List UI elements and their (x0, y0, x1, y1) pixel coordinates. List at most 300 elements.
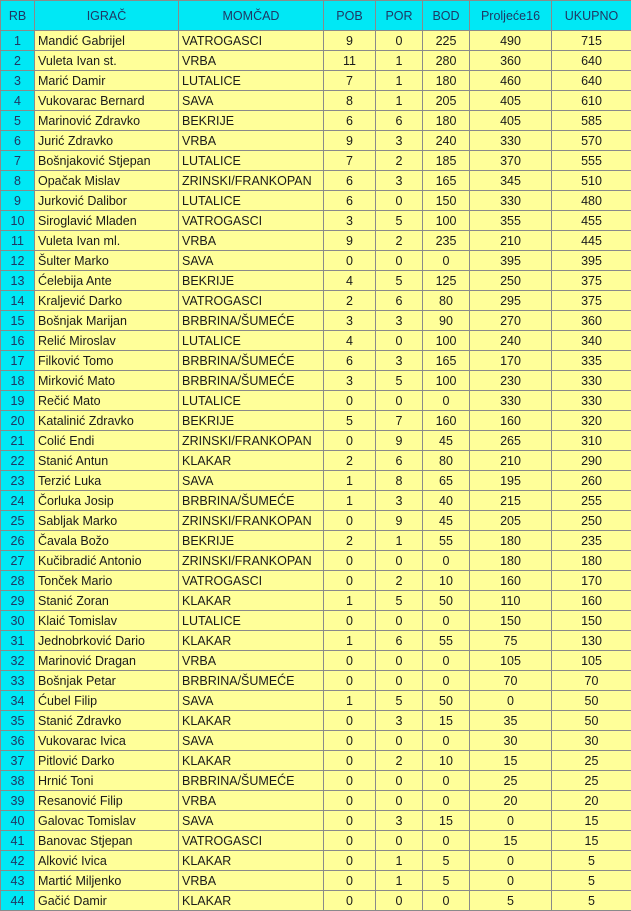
player-cell: Katalinić Zdravko (35, 411, 179, 431)
wins-cell: 6 (324, 191, 376, 211)
rank-cell: 16 (1, 331, 35, 351)
total-cell: 235 (552, 531, 631, 551)
rank-cell: 33 (1, 671, 35, 691)
table-row (1, 251, 631, 271)
total-cell: 395 (552, 251, 631, 271)
team-cell: KLAKAR (179, 891, 324, 911)
rank-cell: 39 (1, 791, 35, 811)
points-cell: 55 (423, 531, 470, 551)
player-cell: Alković Ivica (35, 851, 179, 871)
header-row (1, 1, 631, 31)
spring16-cell: 160 (470, 571, 552, 591)
team-cell: VRBA (179, 131, 324, 151)
table-row (1, 851, 631, 871)
points-cell: 0 (423, 731, 470, 751)
total-cell: 445 (552, 231, 631, 251)
team-cell: BRBRINA/ŠUMEĆE (179, 491, 324, 511)
rank-cell: 25 (1, 511, 35, 531)
points-cell: 240 (423, 131, 470, 151)
total-cell: 70 (552, 671, 631, 691)
points-cell: 65 (423, 471, 470, 491)
total-cell: 5 (552, 871, 631, 891)
table-row (1, 771, 631, 791)
spring16-cell: 330 (470, 391, 552, 411)
spring16-cell: 355 (470, 211, 552, 231)
spring16-cell: 295 (470, 291, 552, 311)
total-cell: 610 (552, 91, 631, 111)
losses-cell: 9 (376, 431, 423, 451)
spring16-cell: 250 (470, 271, 552, 291)
rank-cell: 18 (1, 371, 35, 391)
losses-cell: 5 (376, 211, 423, 231)
spring16-cell: 210 (470, 231, 552, 251)
wins-cell: 6 (324, 351, 376, 371)
header-bod: BOD (423, 1, 470, 31)
team-cell: SAVA (179, 811, 324, 831)
points-cell: 10 (423, 751, 470, 771)
wins-cell: 0 (324, 851, 376, 871)
wins-cell: 0 (324, 571, 376, 591)
team-cell: VATROGASCI (179, 831, 324, 851)
points-cell: 0 (423, 611, 470, 631)
team-cell: LUTALICE (179, 151, 324, 171)
player-cell: Hrnić Toni (35, 771, 179, 791)
player-cell: Ćubel Filip (35, 691, 179, 711)
table-row (1, 171, 631, 191)
spring16-cell: 15 (470, 831, 552, 851)
wins-cell: 0 (324, 671, 376, 691)
table-row (1, 491, 631, 511)
wins-cell: 4 (324, 331, 376, 351)
spring16-cell: 0 (470, 811, 552, 831)
spring16-cell: 170 (470, 351, 552, 371)
wins-cell: 1 (324, 471, 376, 491)
total-cell: 255 (552, 491, 631, 511)
rank-cell: 13 (1, 271, 35, 291)
total-cell: 5 (552, 891, 631, 911)
losses-cell: 6 (376, 451, 423, 471)
rank-cell: 10 (1, 211, 35, 231)
team-cell: VRBA (179, 791, 324, 811)
team-cell: VATROGASCI (179, 31, 324, 51)
points-cell: 180 (423, 111, 470, 131)
team-cell: BRBRINA/ŠUMEĆE (179, 371, 324, 391)
points-cell: 0 (423, 891, 470, 911)
total-cell: 5 (552, 851, 631, 871)
team-cell: LUTALICE (179, 331, 324, 351)
player-cell: Martić Miljenko (35, 871, 179, 891)
total-cell: 640 (552, 51, 631, 71)
wins-cell: 6 (324, 111, 376, 131)
rank-cell: 12 (1, 251, 35, 271)
points-cell: 185 (423, 151, 470, 171)
team-cell: VATROGASCI (179, 291, 324, 311)
team-cell: KLAKAR (179, 751, 324, 771)
header-momcad: MOMČAD (179, 1, 324, 31)
wins-cell: 11 (324, 51, 376, 71)
rank-cell: 9 (1, 191, 35, 211)
wins-cell: 0 (324, 511, 376, 531)
total-cell: 250 (552, 511, 631, 531)
table-row (1, 371, 631, 391)
losses-cell: 5 (376, 271, 423, 291)
losses-cell: 0 (376, 651, 423, 671)
losses-cell: 0 (376, 611, 423, 631)
rank-cell: 20 (1, 411, 35, 431)
losses-cell: 1 (376, 851, 423, 871)
total-cell: 555 (552, 151, 631, 171)
total-cell: 260 (552, 471, 631, 491)
rank-cell: 15 (1, 311, 35, 331)
table-row (1, 651, 631, 671)
wins-cell: 0 (324, 551, 376, 571)
total-cell: 50 (552, 711, 631, 731)
total-cell: 320 (552, 411, 631, 431)
table-row (1, 831, 631, 851)
spring16-cell: 460 (470, 71, 552, 91)
team-cell: VRBA (179, 51, 324, 71)
spring16-cell: 490 (470, 31, 552, 51)
points-cell: 280 (423, 51, 470, 71)
table-row (1, 431, 631, 451)
team-cell: LUTALICE (179, 71, 324, 91)
table-row (1, 31, 631, 51)
table-row (1, 711, 631, 731)
losses-cell: 7 (376, 411, 423, 431)
spring16-cell: 270 (470, 311, 552, 331)
losses-cell: 5 (376, 691, 423, 711)
player-cell: Vuleta Ivan st. (35, 51, 179, 71)
table-row (1, 191, 631, 211)
rank-cell: 17 (1, 351, 35, 371)
player-cell: Bošnjak Marijan (35, 311, 179, 331)
player-cell: Bošnjaković Stjepan (35, 151, 179, 171)
rank-cell: 21 (1, 431, 35, 451)
total-cell: 20 (552, 791, 631, 811)
table-row (1, 51, 631, 71)
table-row (1, 551, 631, 571)
wins-cell: 8 (324, 91, 376, 111)
points-cell: 55 (423, 631, 470, 651)
wins-cell: 9 (324, 231, 376, 251)
losses-cell: 6 (376, 111, 423, 131)
total-cell: 570 (552, 131, 631, 151)
player-cell: Vukovarac Bernard (35, 91, 179, 111)
team-cell: SAVA (179, 731, 324, 751)
points-cell: 0 (423, 551, 470, 571)
points-cell: 90 (423, 311, 470, 331)
rank-cell: 3 (1, 71, 35, 91)
spring16-cell: 180 (470, 551, 552, 571)
points-cell: 80 (423, 291, 470, 311)
player-cell: Colić Endi (35, 431, 179, 451)
spring16-cell: 345 (470, 171, 552, 191)
team-cell: KLAKAR (179, 711, 324, 731)
losses-cell: 6 (376, 291, 423, 311)
player-cell: Banovac Stjepan (35, 831, 179, 851)
player-cell: Ćelebija Ante (35, 271, 179, 291)
points-cell: 50 (423, 591, 470, 611)
table-row (1, 751, 631, 771)
losses-cell: 2 (376, 151, 423, 171)
total-cell: 25 (552, 751, 631, 771)
points-cell: 0 (423, 831, 470, 851)
spring16-cell: 210 (470, 451, 552, 471)
points-cell: 165 (423, 351, 470, 371)
spring16-cell: 5 (470, 891, 552, 911)
rank-cell: 42 (1, 851, 35, 871)
losses-cell: 0 (376, 791, 423, 811)
points-cell: 100 (423, 211, 470, 231)
rank-cell: 41 (1, 831, 35, 851)
losses-cell: 1 (376, 51, 423, 71)
table-row (1, 591, 631, 611)
player-cell: Resanović Filip (35, 791, 179, 811)
losses-cell: 3 (376, 311, 423, 331)
rank-cell: 43 (1, 871, 35, 891)
points-cell: 235 (423, 231, 470, 251)
header-rb: RB (1, 1, 35, 31)
points-cell: 50 (423, 691, 470, 711)
table-body (1, 31, 631, 911)
player-cell: Relić Miroslav (35, 331, 179, 351)
team-cell: ZRINSKI/FRANKOPAN (179, 551, 324, 571)
points-cell: 160 (423, 411, 470, 431)
header-por: POR (376, 1, 423, 31)
total-cell: 330 (552, 391, 631, 411)
wins-cell: 0 (324, 391, 376, 411)
spring16-cell: 205 (470, 511, 552, 531)
total-cell: 715 (552, 31, 631, 51)
spring16-cell: 360 (470, 51, 552, 71)
player-cell: Marinović Zdravko (35, 111, 179, 131)
team-cell: LUTALICE (179, 191, 324, 211)
losses-cell: 0 (376, 551, 423, 571)
points-cell: 0 (423, 791, 470, 811)
wins-cell: 9 (324, 31, 376, 51)
points-cell: 0 (423, 251, 470, 271)
team-cell: ZRINSKI/FRANKOPAN (179, 511, 324, 531)
rank-cell: 30 (1, 611, 35, 631)
table-row (1, 611, 631, 631)
rank-cell: 2 (1, 51, 35, 71)
rank-cell: 24 (1, 491, 35, 511)
points-cell: 0 (423, 651, 470, 671)
losses-cell: 1 (376, 91, 423, 111)
losses-cell: 0 (376, 771, 423, 791)
points-cell: 225 (423, 31, 470, 51)
table-row (1, 271, 631, 291)
rank-cell: 29 (1, 591, 35, 611)
losses-cell: 0 (376, 191, 423, 211)
losses-cell: 0 (376, 391, 423, 411)
rank-cell: 35 (1, 711, 35, 731)
team-cell: BEKRIJE (179, 111, 324, 131)
wins-cell: 9 (324, 131, 376, 151)
wins-cell: 3 (324, 211, 376, 231)
total-cell: 480 (552, 191, 631, 211)
total-cell: 375 (552, 271, 631, 291)
rank-cell: 7 (1, 151, 35, 171)
total-cell: 455 (552, 211, 631, 231)
team-cell: BRBRINA/ŠUMEĆE (179, 771, 324, 791)
player-cell: Galovac Tomislav (35, 811, 179, 831)
total-cell: 310 (552, 431, 631, 451)
points-cell: 45 (423, 511, 470, 531)
rank-cell: 31 (1, 631, 35, 651)
points-cell: 100 (423, 371, 470, 391)
table-header (1, 1, 631, 31)
player-cell: Stanić Antun (35, 451, 179, 471)
points-cell: 5 (423, 851, 470, 871)
wins-cell: 2 (324, 451, 376, 471)
team-cell: BEKRIJE (179, 271, 324, 291)
team-cell: VRBA (179, 871, 324, 891)
player-cell: Tonček Mario (35, 571, 179, 591)
total-cell: 150 (552, 611, 631, 631)
table-row (1, 871, 631, 891)
points-cell: 40 (423, 491, 470, 511)
team-cell: VATROGASCI (179, 211, 324, 231)
player-cell: Kraljević Darko (35, 291, 179, 311)
spring16-cell: 330 (470, 191, 552, 211)
wins-cell: 0 (324, 791, 376, 811)
table-row (1, 471, 631, 491)
rank-cell: 1 (1, 31, 35, 51)
team-cell: BRBRINA/ŠUMEĆE (179, 351, 324, 371)
spring16-cell: 195 (470, 471, 552, 491)
spring16-cell: 20 (470, 791, 552, 811)
table-row (1, 451, 631, 471)
spring16-cell: 105 (470, 651, 552, 671)
losses-cell: 9 (376, 511, 423, 531)
team-cell: LUTALICE (179, 611, 324, 631)
team-cell: SAVA (179, 471, 324, 491)
wins-cell: 1 (324, 691, 376, 711)
rank-cell: 11 (1, 231, 35, 251)
table-row (1, 571, 631, 591)
table-row (1, 211, 631, 231)
player-cell: Mirković Mato (35, 371, 179, 391)
wins-cell: 0 (324, 731, 376, 751)
table-row (1, 691, 631, 711)
spring16-cell: 180 (470, 531, 552, 551)
total-cell: 30 (552, 731, 631, 751)
spring16-cell: 405 (470, 91, 552, 111)
wins-cell: 1 (324, 491, 376, 511)
spring16-cell: 160 (470, 411, 552, 431)
points-cell: 15 (423, 711, 470, 731)
rank-cell: 19 (1, 391, 35, 411)
player-cell: Opačak Mislav (35, 171, 179, 191)
losses-cell: 0 (376, 831, 423, 851)
points-cell: 150 (423, 191, 470, 211)
player-cell: Marinović Dragan (35, 651, 179, 671)
wins-cell: 0 (324, 651, 376, 671)
spring16-cell: 15 (470, 751, 552, 771)
header-proljece16: Proljeće16 (470, 1, 552, 31)
wins-cell: 7 (324, 71, 376, 91)
player-cell: Jednobrković Dario (35, 631, 179, 651)
wins-cell: 0 (324, 431, 376, 451)
wins-cell: 5 (324, 411, 376, 431)
team-cell: BRBRINA/ŠUMEĆE (179, 671, 324, 691)
wins-cell: 1 (324, 591, 376, 611)
rank-cell: 38 (1, 771, 35, 791)
spring16-cell: 0 (470, 871, 552, 891)
rank-cell: 22 (1, 451, 35, 471)
total-cell: 130 (552, 631, 631, 651)
points-cell: 205 (423, 91, 470, 111)
total-cell: 340 (552, 331, 631, 351)
losses-cell: 3 (376, 491, 423, 511)
table-row (1, 511, 631, 531)
points-cell: 165 (423, 171, 470, 191)
losses-cell: 0 (376, 731, 423, 751)
table-row (1, 411, 631, 431)
rank-cell: 34 (1, 691, 35, 711)
total-cell: 330 (552, 371, 631, 391)
team-cell: LUTALICE (179, 391, 324, 411)
table-row (1, 131, 631, 151)
points-cell: 180 (423, 71, 470, 91)
total-cell: 290 (552, 451, 631, 471)
team-cell: SAVA (179, 91, 324, 111)
player-cell: Šulter Marko (35, 251, 179, 271)
team-cell: VRBA (179, 231, 324, 251)
wins-cell: 3 (324, 311, 376, 331)
player-cell: Klaić Tomislav (35, 611, 179, 631)
rank-cell: 5 (1, 111, 35, 131)
table-row (1, 811, 631, 831)
table-row (1, 71, 631, 91)
rank-cell: 37 (1, 751, 35, 771)
rank-cell: 28 (1, 571, 35, 591)
total-cell: 160 (552, 591, 631, 611)
losses-cell: 0 (376, 671, 423, 691)
wins-cell: 0 (324, 711, 376, 731)
player-cell: Vukovarac Ivica (35, 731, 179, 751)
spring16-cell: 25 (470, 771, 552, 791)
wins-cell: 4 (324, 271, 376, 291)
team-cell: SAVA (179, 691, 324, 711)
total-cell: 640 (552, 71, 631, 91)
spring16-cell: 150 (470, 611, 552, 631)
rank-cell: 4 (1, 91, 35, 111)
team-cell: ZRINSKI/FRANKOPAN (179, 171, 324, 191)
losses-cell: 0 (376, 251, 423, 271)
table-row (1, 791, 631, 811)
player-cell: Marić Damir (35, 71, 179, 91)
table-row (1, 291, 631, 311)
rank-cell: 14 (1, 291, 35, 311)
team-cell: VRBA (179, 651, 324, 671)
rank-cell: 32 (1, 651, 35, 671)
player-cell: Vuleta Ivan ml. (35, 231, 179, 251)
total-cell: 360 (552, 311, 631, 331)
wins-cell: 0 (324, 611, 376, 631)
header-ukupno: UKUPNO (552, 1, 631, 31)
wins-cell: 0 (324, 751, 376, 771)
wins-cell: 2 (324, 531, 376, 551)
player-cell: Sabljak Marko (35, 511, 179, 531)
wins-cell: 1 (324, 631, 376, 651)
losses-cell: 5 (376, 591, 423, 611)
losses-cell: 0 (376, 331, 423, 351)
losses-cell: 3 (376, 811, 423, 831)
player-cell: Gačić Damir (35, 891, 179, 911)
player-cell: Čorluka Josip (35, 491, 179, 511)
